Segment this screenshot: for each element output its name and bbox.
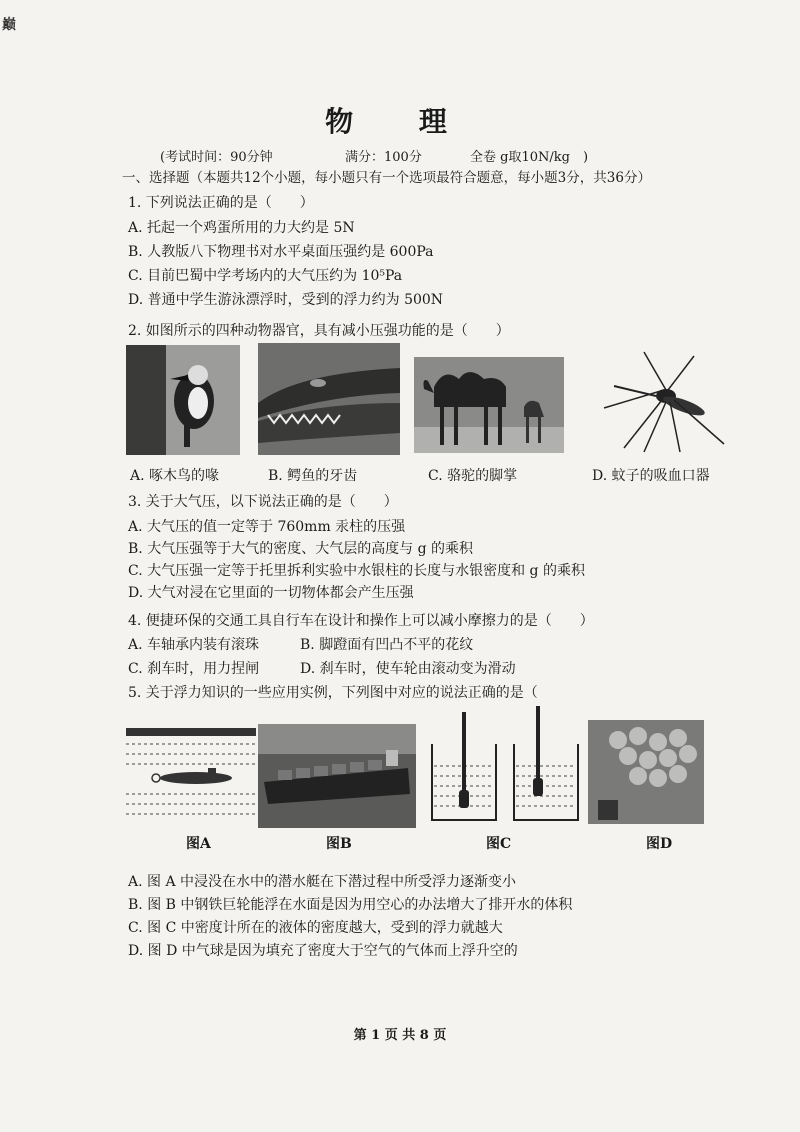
q1-option-c: C. 目前巴蜀中学考场内的大气压约为 10⁵Pa [128, 268, 403, 284]
crocodile-image [258, 343, 400, 455]
camel-image [414, 357, 564, 453]
exam-g-value: 全卷 g取10N/kg ) [470, 150, 589, 165]
hydrometer-figure-1 [424, 704, 504, 824]
q1-option-a: A. 托起一个鸡蛋所用的力大约是 5N [128, 220, 355, 236]
q4-stem: 4. 便捷环保的交通工具自行车在设计和操作上可以减小摩擦力的是（ ） [128, 613, 594, 629]
q4-option-c: C. 刹车时，用力捏闸 [128, 661, 260, 677]
q2-caption-b: B. 鳄鱼的牙齿 [268, 468, 358, 484]
page-footer: 第 1 页 共 8 页 [353, 1028, 447, 1043]
page-title: 物 理 [325, 105, 475, 138]
balloons-figure [588, 720, 704, 824]
q5-option-d: D. 图 D 中气球是因为填充了密度大于空气的气体而上浮升空的 [128, 943, 518, 959]
fig-a-label: 图A [186, 836, 211, 852]
q4-option-b: B. 脚蹬面有凹凸不平的花纹 [300, 637, 474, 653]
q3-option-a: A. 大气压的值一定等于 760mm 汞柱的压强 [128, 519, 406, 535]
exam-score: 满分：100分 [345, 150, 422, 165]
q5-option-a: A. 图 A 中浸没在水中的潜水艇在下潜过程中所受浮力逐渐变小 [128, 874, 517, 890]
fig-d-label: 图D [646, 836, 673, 852]
corner-mark: 巅 [2, 17, 16, 33]
submarine-figure [126, 728, 256, 826]
exam-time: (考试时间：90分钟 [160, 150, 273, 165]
q5-option-b: B. 图 B 中钢铁巨轮能浮在水面是因为用空心的办法增大了排开水的体积 [128, 897, 573, 913]
section-header: 一、选择题（本题共12个小题，每小题只有一个选项最符合题意，每小题3分，共36分） [122, 170, 651, 186]
q5-stem: 5. 关于浮力知识的一些应用实例，下列图中对应的说法正确的是（ [128, 685, 538, 701]
q5-option-c: C. 图 C 中密度计所在的液体的密度越大，受到的浮力就越大 [128, 920, 503, 936]
q4-option-a: A. 车轴承内装有滚珠 [128, 637, 260, 653]
woodpecker-image [126, 345, 240, 455]
q2-caption-c: C. 骆驼的脚掌 [428, 468, 518, 484]
q1-option-d: D. 普通中学生游泳漂浮时，受到的浮力约为 500N [128, 292, 444, 308]
q4-option-d: D. 刹车时，使车轮由滚动变为滑动 [300, 661, 516, 677]
fig-b-label: 图B [326, 836, 352, 852]
q3-option-b: B. 大气压强等于大气的密度、大气层的高度与 g 的乘积 [128, 541, 474, 557]
q1-option-b: B. 人教版八下物理书对水平桌面压强约是 600Pa [128, 244, 434, 260]
q2-stem: 2. 如图所示的四种动物器官，具有减小压强功能的是（ ） [128, 323, 510, 339]
q1-stem: 1. 下列说法正确的是（ ） [128, 195, 314, 211]
hydrometer-figure-2 [506, 704, 586, 824]
q3-option-c: C. 大气压强一定等于托里拆利实验中水银柱的长度与水银密度和 g 的乘积 [128, 563, 585, 579]
q3-stem: 3. 关于大气压，以下说法正确的是（ ） [128, 494, 398, 510]
mosquito-image [584, 348, 734, 458]
q2-caption-d: D. 蚊子的吸血口器 [592, 468, 710, 484]
q2-caption-a: A. 啄木鸟的喙 [130, 468, 220, 484]
q3-option-d: D. 大气对浸在它里面的一切物体都会产生压强 [128, 585, 414, 601]
cargo-ship-figure [258, 724, 416, 828]
fig-c-label: 图C [486, 836, 512, 852]
